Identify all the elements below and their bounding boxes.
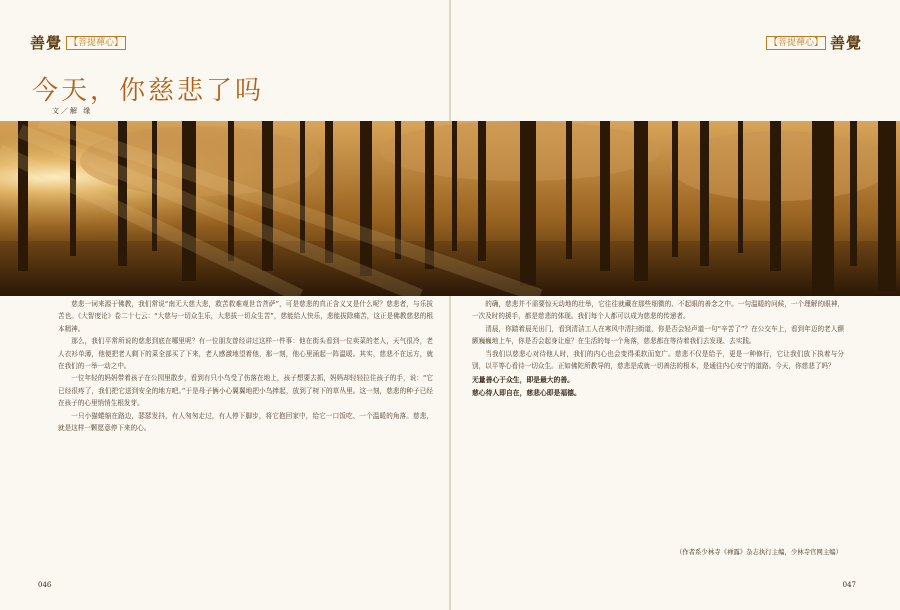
paragraph: 一只小猫蜷缩在路边，瑟瑟发抖，有人匆匆走过，有人停下脚步，将它抱回家中，给它一口饭吃、一个温暖的角落。慈悲，就是这样一颗愿意停下来的心。 — [58, 411, 433, 433]
forest-illustration — [0, 121, 900, 296]
header-left — [30, 32, 126, 53]
header-right — [766, 32, 862, 53]
paragraph: 慈悲一词来源于佛教，我们常说“南无大慈大悲，救苦救难观世音菩萨”，可是慈悲的真正含义又是什么呢？慈悲者，与乐拔苦也。《大智度论》卷二十七云：“大慈与一切众生乐，大悲拔一切众生苦”，慈能给人快乐，悲能拔除痛苦，这正是佛教慈悲的根本精神。 — [58, 300, 433, 333]
paragraph: 清晨，你踏着晨光出门，看到清洁工人在寒风中清扫街道，你是否会轻声道一句“辛苦了”？在公交车上，看到年迈的老人颤颤巍巍地上车，你是否会起身让座？在生活的每一个角落，慈悲都在等待着我们去发现、去实践。 — [472, 324, 844, 346]
author-credit: （作者系少林寺《禅露》杂志执行主编，少林寺官网主编） — [675, 548, 842, 556]
forest-photo — [0, 121, 900, 296]
paragraph: 的确，慈悲并不需要惊天动地的壮举，它往往就藏在那些细微的、不起眼的善念之中。一句温暖的问候，一个理解的眼神，一次及时的援手，都是慈悲的体现。我们每个人都可以成为慈悲的传递者。 — [472, 300, 844, 321]
article-title: 今天，你慈悲了吗 — [32, 76, 265, 106]
paragraph: 一位年轻的妈妈带着孩子在公园里散步，看到有只小鸟受了伤落在地上，孩子想要去抓，妈妈却轻轻拉住孩子的手，说：“它已经很疼了，我们把它送到安全的地方吧。”于是母子俩小心翼翼地把小鸟捧起，放到了树下的草丛里。这一刻，慈悲的种子已经在孩子的心里悄悄生根发芽。 — [58, 374, 433, 408]
column-tag: 【菩提禪心】 — [766, 36, 826, 50]
left-text-column — [58, 298, 433, 434]
page-number-right: 047 — [842, 581, 856, 589]
magazine-logo: 善覺 — [30, 34, 63, 52]
paragraph: 那么，我们平常所说的慈悲到底在哪里呢？有一位朋友曾经讲过这样一件事：他在街头看到一位卖菜的老人，天气很冷，老人衣衫单薄，他便把老人剩下的菜全部买了下来，老人感激地望着他，那一刻，他心里涌起一阵温暖。其实，慈悲不在远方，就在我们的一举一动之中。 — [58, 337, 433, 371]
right-text-column — [472, 298, 844, 399]
column-tag: 【菩提禪心】 — [66, 36, 126, 50]
paragraph: 当我们以慈悲心对待他人时，我们的内心也会变得柔软而宽广。慈悲不仅是给予，更是一种修行，它让我们放下执着与分别，以平等心看待一切众生。正如佛陀所教导的，慈悲是成就一切善法的根本，是通往内心安宁的道路。今天，你慈悲了吗？ — [472, 349, 844, 371]
closing-quote — [472, 374, 844, 399]
quote-line: 慈心待人即自在，慈悲心即是福德。 — [472, 388, 581, 397]
article-author: 文／解 缘 — [52, 107, 93, 115]
page-number-left: 046 — [38, 581, 52, 589]
magazine-logo: 善覺 — [829, 34, 862, 52]
page-gutter — [449, 0, 451, 610]
quote-line: 无量善心于众生，即是最大的善。 — [472, 376, 574, 385]
